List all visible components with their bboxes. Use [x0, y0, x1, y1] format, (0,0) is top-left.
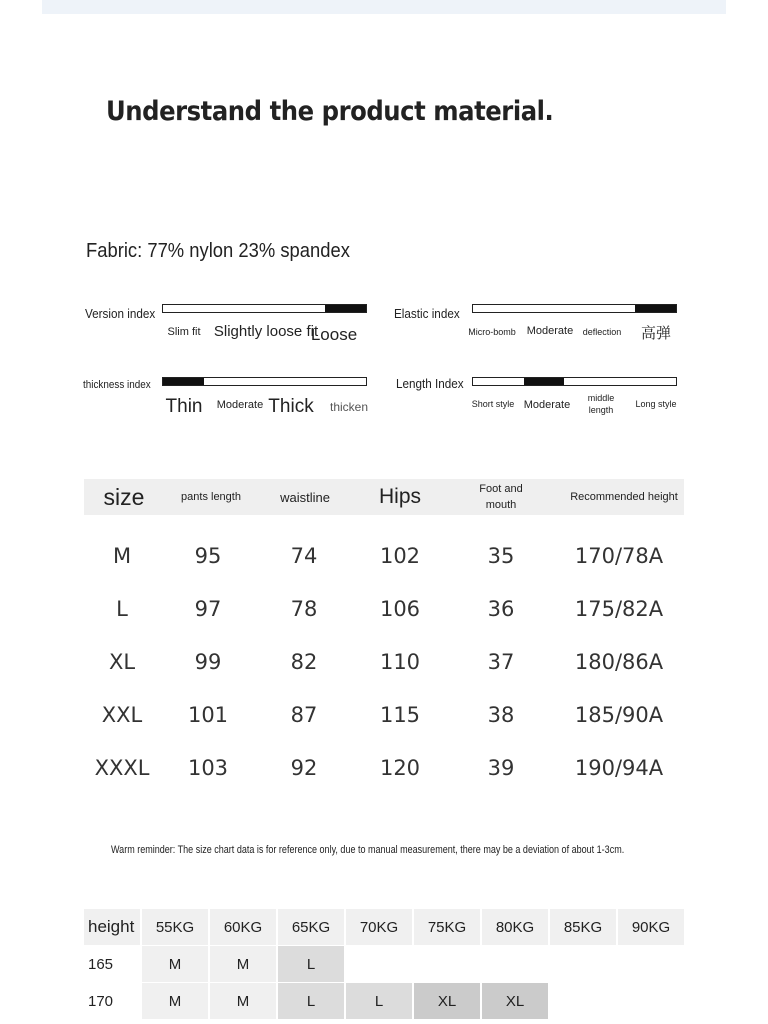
table-cell	[346, 946, 412, 982]
header-recommended-height: Recommended height	[570, 491, 678, 503]
table-row	[84, 741, 684, 794]
warm-reminder-note: Warm reminder: The size chart data is for reference only, due to manual measurement, there may be a deviation of about 1-3cm.	[111, 844, 625, 856]
table-cell: XL	[482, 983, 548, 1019]
table-row	[84, 983, 686, 1020]
elastic-option-3: deflection	[582, 327, 622, 337]
table-cell: XXXL	[94, 755, 150, 780]
header-pants-length: pants length	[181, 491, 241, 503]
table-cell: 120	[379, 755, 421, 780]
table-cell	[414, 946, 480, 982]
table-row	[84, 529, 684, 582]
table-cell: 39	[487, 755, 515, 780]
table-cell: 101	[187, 702, 229, 727]
table-cell	[482, 946, 548, 982]
table-cell: XL	[414, 983, 480, 1019]
table-cell	[550, 946, 616, 982]
table-cell: L	[278, 946, 344, 982]
table-cell: 82	[290, 649, 318, 674]
table-cell: 95	[194, 543, 222, 568]
table-cell: 37	[487, 649, 515, 674]
table-cell: 185/90A	[574, 702, 664, 727]
hw-header-weight: 60KG	[210, 909, 276, 945]
header-hips: Hips	[378, 485, 422, 508]
hw-header-weight: 65KG	[278, 909, 344, 945]
hw-header-weight: 75KG	[414, 909, 480, 945]
table-cell: 180/86A	[574, 649, 664, 674]
thickness-option-2: Moderate	[216, 399, 264, 411]
table-cell: 102	[379, 543, 421, 568]
table-cell	[618, 946, 684, 982]
elastic-index-bar	[472, 304, 677, 313]
table-cell: 175/82A	[574, 596, 664, 621]
table-cell: 170/78A	[574, 543, 664, 568]
length-index-bar	[472, 377, 677, 386]
table-cell: M	[210, 983, 276, 1019]
size-chart-header	[84, 479, 684, 515]
table-cell	[550, 983, 616, 1019]
table-cell: 103	[187, 755, 229, 780]
version-option-2: Slightly loose fit	[213, 323, 319, 340]
table-cell: 115	[379, 702, 421, 727]
hw-header-height: height	[84, 909, 140, 945]
table-cell: L	[116, 596, 128, 621]
elastic-option-4: 高弹	[640, 325, 672, 342]
version-option-1: Slim fit	[167, 326, 201, 338]
table-cell: 97	[194, 596, 222, 621]
hw-header-weight: 80KG	[482, 909, 548, 945]
table-cell: XXL	[101, 702, 143, 727]
thickness-option-4: thicken	[329, 400, 369, 414]
table-cell: L	[278, 983, 344, 1019]
hw-header-weight: 85KG	[550, 909, 616, 945]
table-cell: 190/94A	[574, 755, 664, 780]
fabric-composition: Fabric: 77% nylon 23% spandex	[86, 240, 350, 262]
elastic-index-label: Elastic index	[394, 306, 460, 321]
thickness-index-bar	[162, 377, 367, 386]
table-cell: L	[346, 983, 412, 1019]
thickness-index-fill	[163, 378, 204, 385]
table-row	[84, 688, 684, 741]
page-title: Understand the product material.	[106, 96, 554, 127]
hw-header-weight: 90KG	[618, 909, 684, 945]
top-banner-strip	[42, 0, 726, 14]
table-cell: 87	[290, 702, 318, 727]
elastic-option-2: Moderate	[526, 325, 574, 337]
table-cell: M	[210, 946, 276, 982]
length-option-4: Long style	[635, 399, 677, 409]
elastic-option-1: Micro-bomb	[468, 327, 516, 337]
length-option-1: Short style	[471, 399, 515, 409]
version-index-bar	[162, 304, 367, 313]
table-cell: XL	[108, 649, 136, 674]
table-cell	[618, 983, 684, 1019]
table-cell: 36	[487, 596, 515, 621]
table-cell: 35	[487, 543, 515, 568]
thickness-option-3: Thick	[268, 396, 314, 417]
hw-header-row	[84, 909, 686, 946]
length-index-fill	[524, 378, 565, 385]
table-cell: 110	[379, 649, 421, 674]
height-weight-table	[84, 909, 686, 1020]
length-option-3: middle length	[587, 393, 615, 415]
thickness-index-label: thickness index	[83, 379, 151, 391]
version-index-label: Version index	[85, 306, 156, 321]
length-option-2: Moderate	[523, 399, 571, 411]
table-row	[84, 946, 686, 983]
thickness-option-1: Thin	[165, 396, 203, 417]
table-row	[84, 582, 684, 635]
table-cell: 78	[290, 596, 318, 621]
table-cell: 74	[290, 543, 318, 568]
table-row	[84, 635, 684, 688]
hw-row-height: 170	[88, 992, 114, 1010]
table-cell: M	[142, 946, 208, 982]
hw-row-height: 165	[88, 955, 114, 973]
header-size: size	[103, 483, 145, 510]
version-index-fill	[325, 305, 366, 312]
hw-header-weight: 70KG	[346, 909, 412, 945]
table-cell: 92	[290, 755, 318, 780]
table-cell: M	[142, 983, 208, 1019]
version-option-3: Loose	[310, 325, 358, 344]
table-cell: 99	[194, 649, 222, 674]
table-cell: 38	[487, 702, 515, 727]
header-waistline: waistline	[280, 489, 330, 505]
length-index-label: Length Index	[396, 376, 464, 391]
hw-header-weight: 55KG	[142, 909, 208, 945]
table-cell: 106	[379, 596, 421, 621]
size-chart-table	[84, 479, 684, 794]
table-cell: M	[112, 543, 132, 568]
elastic-index-fill	[635, 305, 676, 312]
header-foot-mouth: Foot and mouth	[479, 483, 523, 511]
